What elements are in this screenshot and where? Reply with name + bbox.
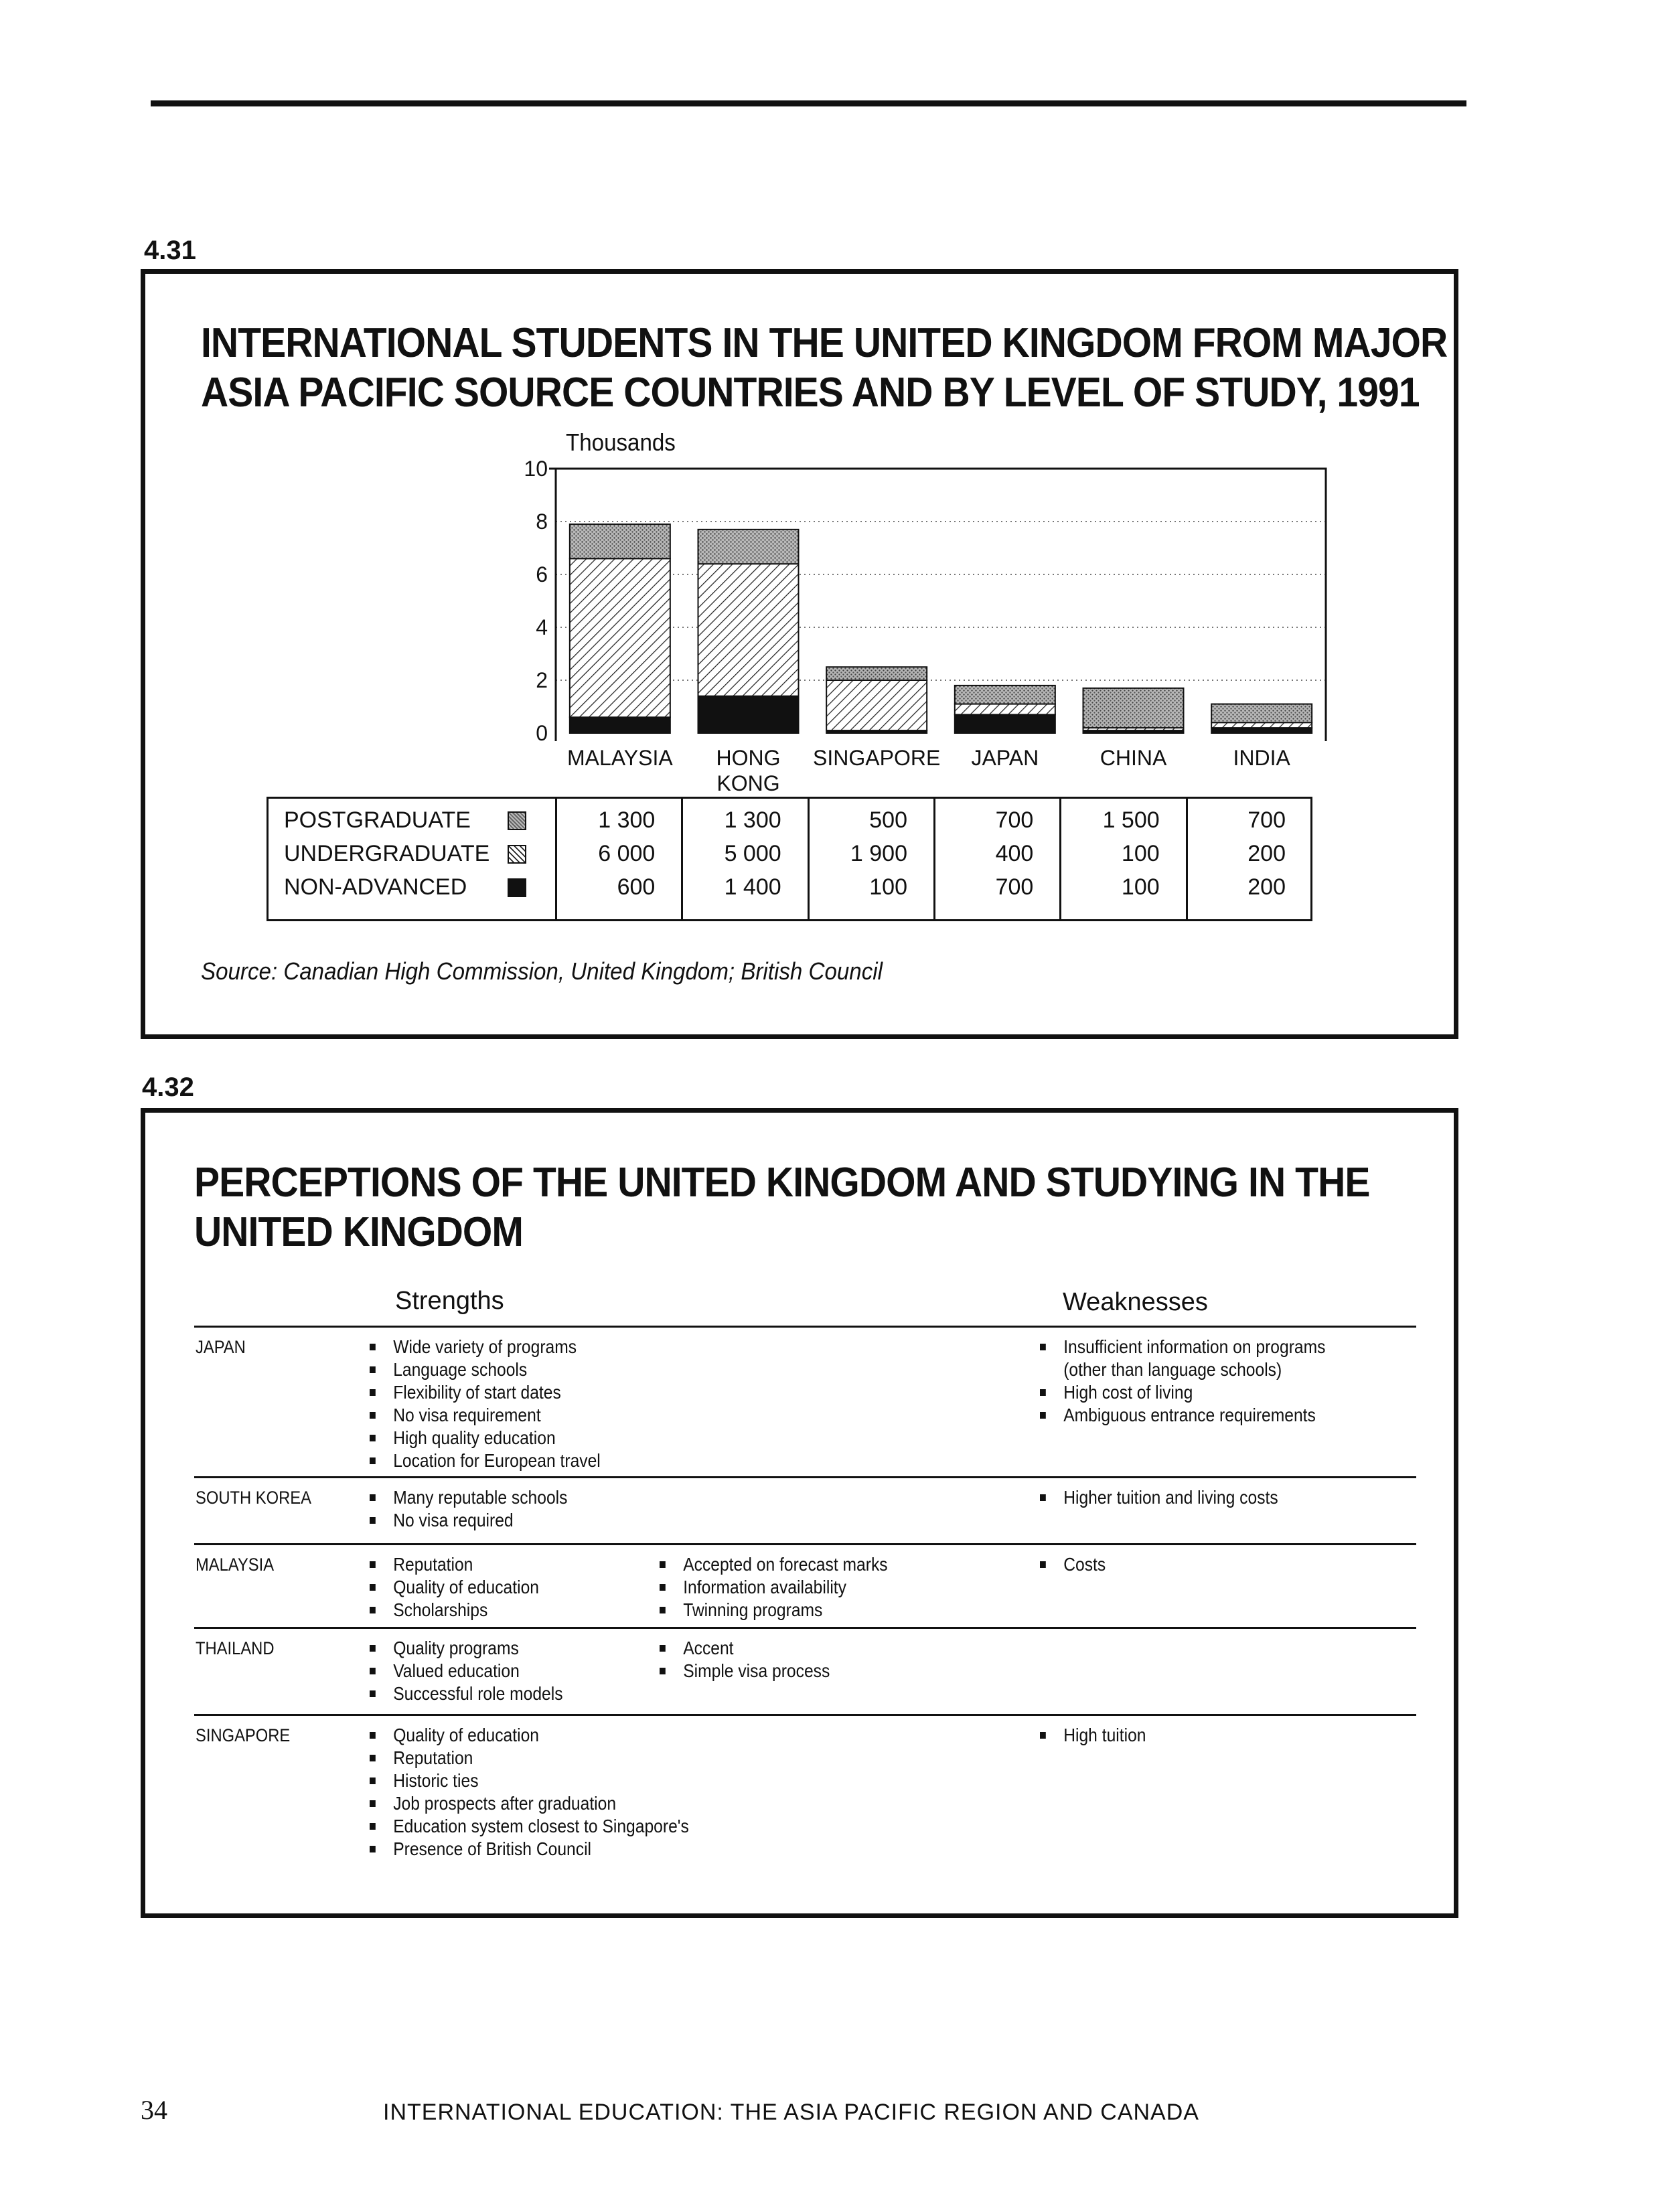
bar-hong-kong-undergraduate	[698, 564, 799, 696]
weakness-item: High cost of living	[1040, 1381, 1370, 1404]
row-divider	[194, 1476, 1416, 1478]
x-category-label-line: CHINA	[1100, 746, 1167, 770]
strength-item: Twinning programs	[660, 1599, 888, 1622]
table-cell: 1 300	[724, 807, 781, 833]
table-cell: 200	[1247, 841, 1286, 866]
y-tick-label-0: 0	[536, 721, 548, 745]
table-row-label-non-advanced: NON-ADVANCED	[284, 874, 467, 900]
country-label-japan: JAPAN	[196, 1337, 246, 1357]
table-cell: 1 300	[598, 807, 656, 833]
plot-frame	[556, 469, 1326, 741]
strength-item: Successful role models	[370, 1682, 563, 1705]
x-category-label-hong-kong	[682, 745, 816, 796]
bar-singapore-postgraduate	[826, 667, 927, 680]
country-label-south-korea: SOUTH KOREA	[196, 1488, 311, 1508]
figure-number-4-31: 4.31	[144, 236, 196, 265]
strength-item: Quality of education	[370, 1576, 539, 1599]
table-cell: 6 000	[598, 841, 656, 866]
bar-malaysia-non-advanced	[570, 717, 670, 733]
strength-item: Location for European travel	[370, 1449, 601, 1472]
strengths-b-list	[660, 1637, 830, 1682]
figure-4-31-source: Source: Canadian High Commission, United Kingdom; British Council	[201, 957, 883, 985]
table-row-label-postgraduate: POSTGRADUATE	[284, 807, 471, 833]
y-tick-label-2: 2	[536, 668, 548, 692]
strength-item: Valued education	[370, 1660, 563, 1682]
table-cell: 700	[1247, 807, 1286, 833]
x-category-label-line: SINGAPORE	[813, 746, 941, 770]
strength-item: Wide variety of programs	[370, 1336, 601, 1358]
y-tick-label-10: 10	[524, 457, 548, 481]
strength-item: Reputation	[370, 1747, 689, 1769]
bar-japan-non-advanced	[955, 714, 1055, 733]
x-category-label-india	[1195, 745, 1329, 771]
weaknesses-list	[1040, 1486, 1278, 1509]
bar-india-postgraduate	[1211, 704, 1312, 723]
x-category-label-line: MALAYSIA	[566, 746, 673, 770]
bar-hong-kong-non-advanced	[698, 696, 799, 733]
table-cell: 700	[995, 874, 1034, 900]
weakness-item: Costs	[1040, 1553, 1106, 1576]
strength-item: Reputation	[370, 1553, 539, 1576]
strengths-column-header: Strengths	[395, 1287, 504, 1315]
legend-swatch-postgraduate	[508, 811, 526, 830]
weaknesses-list	[1040, 1553, 1106, 1576]
y-tick-label-6: 6	[536, 562, 548, 586]
weakness-item: Insufficient information on programs (other than language schools)	[1040, 1336, 1370, 1381]
figure-number-4-32: 4.32	[142, 1073, 194, 1102]
bar-japan-undergraduate	[955, 704, 1055, 715]
weaknesses-list	[1040, 1724, 1146, 1747]
x-category-label-line: HONG	[716, 746, 781, 770]
strength-item: No visa required	[370, 1509, 567, 1532]
table-cell: 1 400	[724, 874, 781, 900]
strength-item: Quality programs	[370, 1637, 563, 1660]
x-category-label-japan	[938, 745, 1072, 771]
country-label-singapore: SINGAPORE	[196, 1725, 291, 1745]
figure-4-32-title-line-1: PERCEPTIONS OF THE UNITED KINGDOM AND STUDYING IN THE	[194, 1160, 1370, 1206]
figure-4-31-title-line-1: INTERNATIONAL STUDENTS IN THE UNITED KINGDOM FROM MAJOR	[201, 320, 1448, 366]
table-cell: 1 500	[1102, 807, 1160, 833]
bar-malaysia-postgraduate	[570, 524, 670, 558]
strength-item: Language schools	[370, 1358, 601, 1381]
top-rule	[151, 100, 1466, 106]
table-cell: 100	[869, 874, 907, 900]
strength-item: Scholarships	[370, 1599, 539, 1622]
strength-item: Accepted on forecast marks	[660, 1553, 888, 1576]
row-divider	[194, 1627, 1416, 1629]
table-cell: 100	[1121, 841, 1160, 866]
y-tick-label-8: 8	[536, 509, 548, 534]
table-cell: 1 900	[850, 841, 907, 866]
strength-item: Presence of British Council	[370, 1838, 689, 1861]
strength-item: Accent	[660, 1637, 830, 1660]
x-category-label-line: JAPAN	[971, 746, 1039, 770]
strength-item: Quality of education	[370, 1724, 689, 1747]
strengths-a-list	[370, 1486, 567, 1532]
bar-china-postgraduate	[1083, 688, 1184, 728]
table-cell: 5 000	[724, 841, 781, 866]
strengths-a-list	[370, 1553, 539, 1622]
weaknesses-column-header: Weaknesses	[1063, 1288, 1208, 1316]
bar-hong-kong-postgraduate	[698, 530, 799, 564]
strength-item: Historic ties	[370, 1769, 689, 1792]
y-tick-label-4: 4	[536, 615, 548, 639]
row-divider	[194, 1543, 1416, 1545]
x-category-label-china	[1067, 745, 1201, 771]
strength-item: Simple visa process	[660, 1660, 830, 1682]
table-row-label-undergraduate: UNDERGRADUATE	[284, 841, 490, 866]
x-category-label-singapore	[810, 745, 943, 771]
running-footer-title: INTERNATIONAL EDUCATION: THE ASIA PACIFIC REGION AND CANADA	[383, 2100, 1199, 2125]
strength-item: No visa requirement	[370, 1404, 601, 1427]
x-category-label-line: KONG	[716, 771, 780, 795]
table-cell: 600	[617, 874, 656, 900]
strengths-b-list	[660, 1553, 888, 1622]
strength-item: Education system closest to Singapore's	[370, 1815, 689, 1838]
weaknesses-list	[1040, 1336, 1370, 1427]
stacked-bar-chart	[469, 449, 1339, 783]
table-cell: 100	[1121, 874, 1160, 900]
weakness-item: Ambiguous entrance requirements	[1040, 1404, 1370, 1427]
country-label-thailand: THAILAND	[196, 1638, 275, 1658]
table-cell: 700	[995, 807, 1034, 833]
bar-india-non-advanced	[1211, 728, 1312, 733]
x-category-label-malaysia	[553, 745, 687, 771]
strength-item: Many reputable schools	[370, 1486, 567, 1509]
table-cell: 200	[1247, 874, 1286, 900]
strength-item: Job prospects after graduation	[370, 1792, 689, 1815]
strengths-a-list	[370, 1724, 689, 1861]
strength-item: High quality education	[370, 1427, 601, 1449]
legend-swatch-non-advanced	[508, 878, 526, 897]
bar-japan-postgraduate	[955, 686, 1055, 704]
bar-singapore-undergraduate	[826, 680, 927, 730]
strengths-a-list	[370, 1336, 601, 1472]
y-axis-unit-label: Thousands	[566, 428, 676, 456]
strengths-a-list	[370, 1637, 563, 1705]
table-cell: 500	[869, 807, 907, 833]
weakness-item: Higher tuition and living costs	[1040, 1486, 1278, 1509]
x-category-label-line: INDIA	[1233, 746, 1290, 770]
page-number: 34	[141, 2095, 167, 2125]
bar-india-undergraduate	[1211, 722, 1312, 728]
table-cell: 400	[995, 841, 1034, 866]
figure-4-32-title-line-2: UNITED KINGDOM	[194, 1209, 523, 1255]
legend-swatch-undergraduate	[508, 845, 526, 864]
country-label-malaysia: MALAYSIA	[196, 1555, 275, 1575]
bar-malaysia-undergraduate	[570, 558, 670, 717]
row-divider	[194, 1714, 1416, 1716]
strength-item: Information availability	[660, 1576, 888, 1599]
weakness-item: High tuition	[1040, 1724, 1146, 1747]
header-rule	[194, 1326, 1416, 1328]
strength-item: Flexibility of start dates	[370, 1381, 601, 1404]
figure-4-31-title-line-2: ASIA PACIFIC SOURCE COUNTRIES AND BY LEVEL OF STUDY, 1991	[201, 370, 1420, 416]
